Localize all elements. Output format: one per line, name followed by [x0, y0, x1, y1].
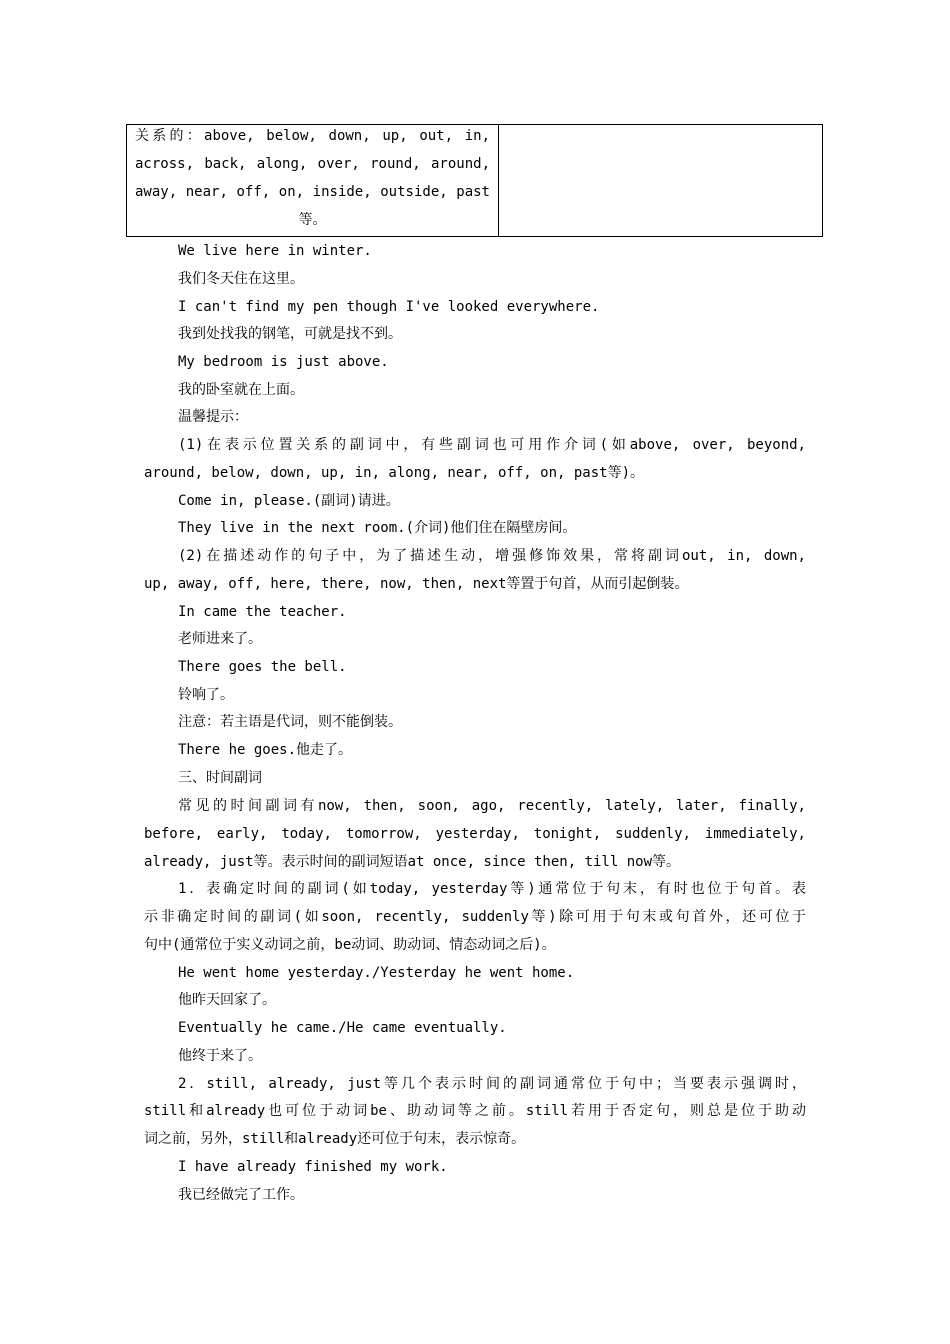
text-line: 我已经做完了工作。 [178, 1187, 304, 1203]
text-line: Come in, please.(副词)请进。 [178, 493, 400, 509]
text-line: 他终于来了。 [178, 1048, 262, 1064]
table-cell-left [127, 125, 499, 236]
section-heading: 三、时间副词 [178, 770, 262, 786]
text-line: already, just等。表示时间的副词短语at once, since then, till now等。 [144, 854, 681, 870]
text-line: 我们冬天住在这里。 [178, 271, 304, 287]
text-line: 温馨提示： [178, 409, 248, 425]
text-line: There goes the bell. [178, 659, 347, 675]
text-line: up, away, off, here, there, now, then, next等置于句首，从而引起倒装。 [144, 576, 689, 592]
table-cell-line: 关系的：above, below, down, up, out, in, [135, 128, 490, 144]
text-line: still和already也可位于动词be、助动词等之前。still若用于否定句，则总是位于助动 [144, 1103, 806, 1119]
text-line: There he goes.他走了。 [178, 742, 353, 758]
text-line: We live here in winter. [178, 243, 372, 259]
table-cell-line: across, back, along, over, round, around, [135, 156, 490, 172]
text-line: 他昨天回家了。 [178, 992, 276, 1008]
text-line: 我的卧室就在上面。 [178, 382, 304, 398]
table-cell-line: 等。 [298, 212, 327, 228]
table-cell-right [499, 125, 822, 236]
text-line: 词之前，另外，still和already还可位于句末，表示惊奇。 [144, 1131, 526, 1147]
text-line: I have already finished my work. [178, 1159, 448, 1175]
text-line: They live in the next room.(介词)他们住在隔壁房间。 [178, 520, 577, 536]
text-line: (2)在描述动作的句子中，为了描述生动，增强修饰效果，常将副词out, in, down, [178, 548, 806, 564]
text-line: (1)在表示位置关系的副词中，有些副词也可用作介词(如above, over, beyond, [178, 437, 806, 453]
text-line: Eventually he came./He came eventually. [178, 1020, 507, 1036]
text-line: 2．still, already, just等几个表示时间的副词通常位于句中；当要表示强调时， [178, 1076, 806, 1092]
text-line: In came the teacher. [178, 604, 347, 620]
text-line: My bedroom is just above. [178, 354, 389, 370]
text-line: 铃响了。 [178, 687, 234, 703]
text-line: 老师进来了。 [178, 631, 262, 647]
text-line: 注意：若主语是代词，则不能倒装。 [178, 714, 402, 730]
text-line: I can't find my pen though I've looked everywhere. [178, 299, 600, 315]
text-line: 示非确定时间的副词(如soon, recently, suddenly等)除可用于句末或句首外，还可位于 [144, 909, 806, 925]
text-line: He went home yesterday./Yesterday he went home. [178, 965, 575, 981]
text-line: 1．表确定时间的副词(如today, yesterday等)通常位于句末，有时也位于句首。表 [178, 881, 806, 897]
text-line: before, early, today, tomorrow, yesterday, tonight, suddenly, immediately, [144, 826, 806, 842]
text-line: around, below, down, up, in, along, near, off, on, past等)。 [144, 465, 645, 481]
text-line: 句中(通常位于实义动词之前，be动词、助动词、情态动词之后)。 [144, 937, 556, 953]
table-cell-line: away, near, off, on, inside, outside, past [135, 184, 490, 200]
text-line: 常见的时间副词有now, then, soon, ago, recently, lately, later, finally, [178, 798, 806, 814]
text-line: 我到处找我的钢笔，可就是找不到。 [178, 326, 402, 342]
adverb-table [126, 124, 823, 237]
